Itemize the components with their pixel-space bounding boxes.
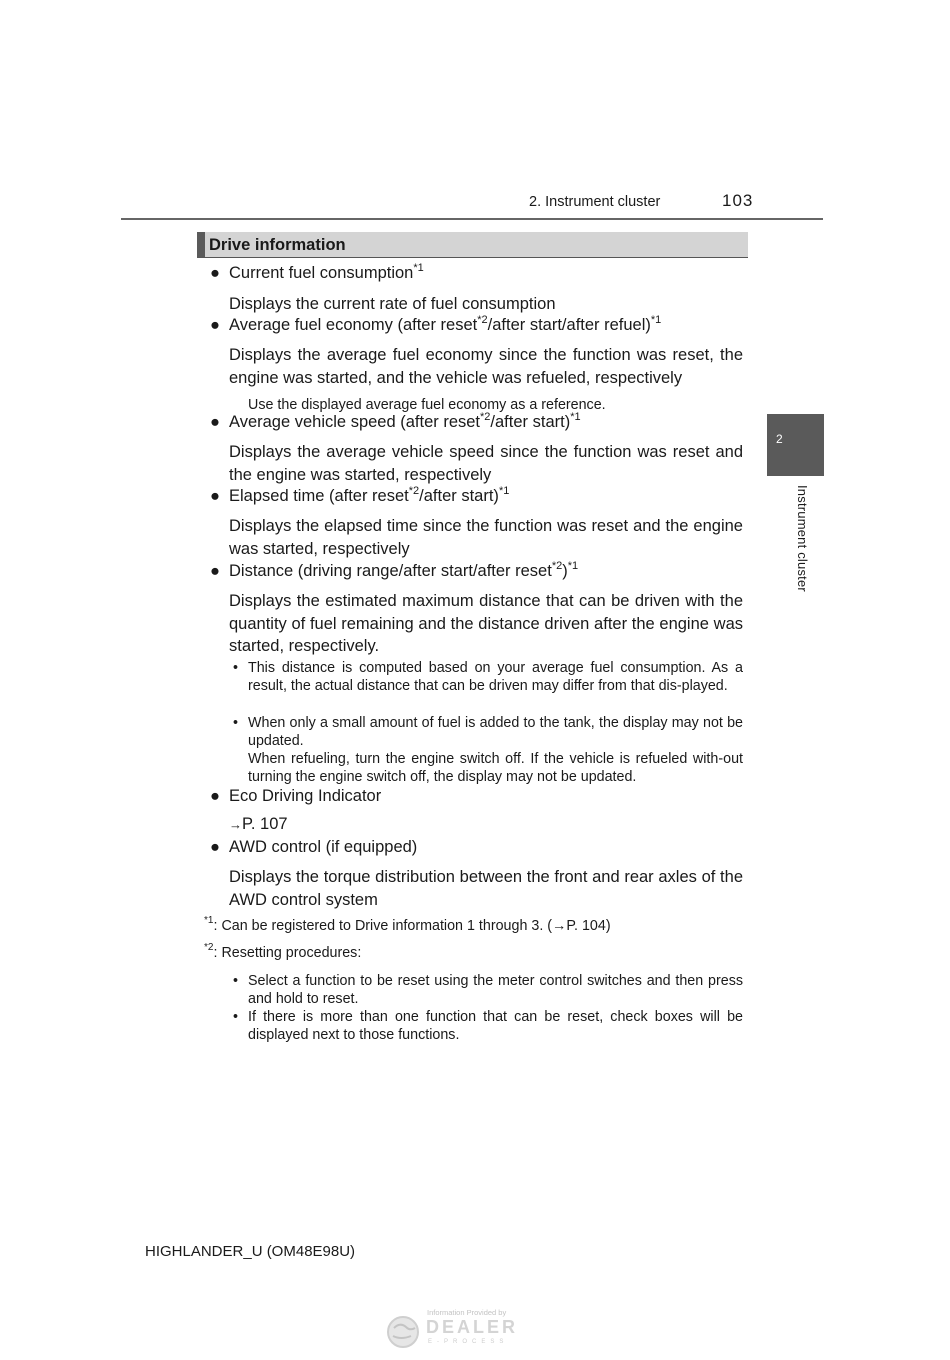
- item-description: Displays the estimated maximum distance that can be driven with the quantity of fuel remaining and the distance driven after the engine was started, respectively.: [229, 592, 743, 655]
- bullet-icon: ●: [210, 562, 220, 580]
- item-description: Displays the average vehicle speed since the function was reset and the engine was started, respectively: [229, 443, 743, 484]
- arrow-icon: →: [229, 817, 242, 832]
- item-elapsed-time: ● Elapsed time (after reset$^{*2}$/after start)$^{*1}$: [210, 484, 510, 505]
- bullet-icon: ●: [210, 413, 220, 431]
- bullet-icon: ●: [210, 487, 220, 505]
- page-number: 103: [722, 191, 754, 210]
- item-average-fuel-economy: ● Average fuel economy (after reset$^{*2}$/after start/after refuel)$^{*1}$: [210, 313, 662, 334]
- footnote-ref-1: *1: [498, 484, 510, 497]
- footnote-ref-2: *2: [480, 410, 491, 423]
- dot-bullet: •: [233, 660, 239, 676]
- footnote-1: $^{*1}$: Can be registered to Drive information 1 through 3. (→P. 104): [204, 915, 611, 934]
- chapter-tab-number: 2: [776, 432, 783, 446]
- chapter-tab: [767, 414, 824, 476]
- dot-bullet: •: [233, 973, 239, 989]
- item-description: Displays the torque distribution between the front and rear axles of the AWD control system: [229, 868, 743, 909]
- item-awd-control: ● AWD control (if equipped): [210, 838, 418, 856]
- bullet-icon: ●: [210, 787, 220, 805]
- item-note: When refueling, turn the engine switch off. If the vehicle is refueled with-out turning the engine switch off, the display may not be updated.: [248, 751, 743, 786]
- footnote-2: $^{*2}$: Resetting procedures:: [204, 942, 362, 961]
- bullet-icon: ●: [210, 264, 220, 282]
- header-section-title: 2. Instrument cluster: [529, 194, 661, 210]
- dot-bullet: •: [233, 1009, 239, 1025]
- item-description: Displays the average fuel economy since the function was reset, the engine was started, and the vehicle was refueled, respectively: [229, 346, 743, 387]
- item-current-fuel-consumption: ● Current fuel consumption$^{*1}$: [210, 261, 424, 282]
- dealer-watermark-logo: Information Provided by DEALER E-PROCESS: [386, 1306, 561, 1352]
- bullet-icon: ●: [210, 316, 220, 334]
- footnote-ref-2: *2: [408, 484, 420, 497]
- item-eco-driving-indicator: ● Eco Driving Indicator: [210, 787, 382, 805]
- page-reference: →P. 107: [229, 815, 288, 833]
- footnote-ref-1: *1: [650, 313, 662, 326]
- item-description: Displays the current rate of fuel consumption: [229, 295, 556, 313]
- footnote-ref-2: *2: [477, 313, 488, 326]
- dot-bullet: •: [233, 715, 239, 731]
- footnote-ref-1: *1: [413, 261, 424, 274]
- item-note: Use the displayed average fuel economy as a reference.: [248, 397, 606, 413]
- item-average-vehicle-speed: ● Average vehicle speed (after reset$^{*2}$/after start)$^{*1}$: [210, 410, 581, 431]
- footnote-ref-1: *1: [567, 559, 579, 572]
- section-title: Drive information: [209, 236, 346, 254]
- chapter-tab-label: Instrument cluster: [795, 485, 810, 592]
- header-divider: [121, 218, 823, 220]
- footnote-ref-1: *1: [570, 410, 581, 423]
- item-description: Displays the elapsed time since the function was reset and the engine was started, respectively: [229, 517, 743, 558]
- footer-model-code: HIGHLANDER_U (OM48E98U): [145, 1243, 356, 1260]
- section-title-bar: [197, 232, 748, 258]
- arrow-icon: →: [552, 918, 567, 934]
- footnote-ref-2: *2: [551, 559, 563, 572]
- bullet-icon: ●: [210, 838, 220, 856]
- item-distance: ● Distance (driving range/after start/after reset$^{*2}$)$^{*1}$: [210, 559, 579, 580]
